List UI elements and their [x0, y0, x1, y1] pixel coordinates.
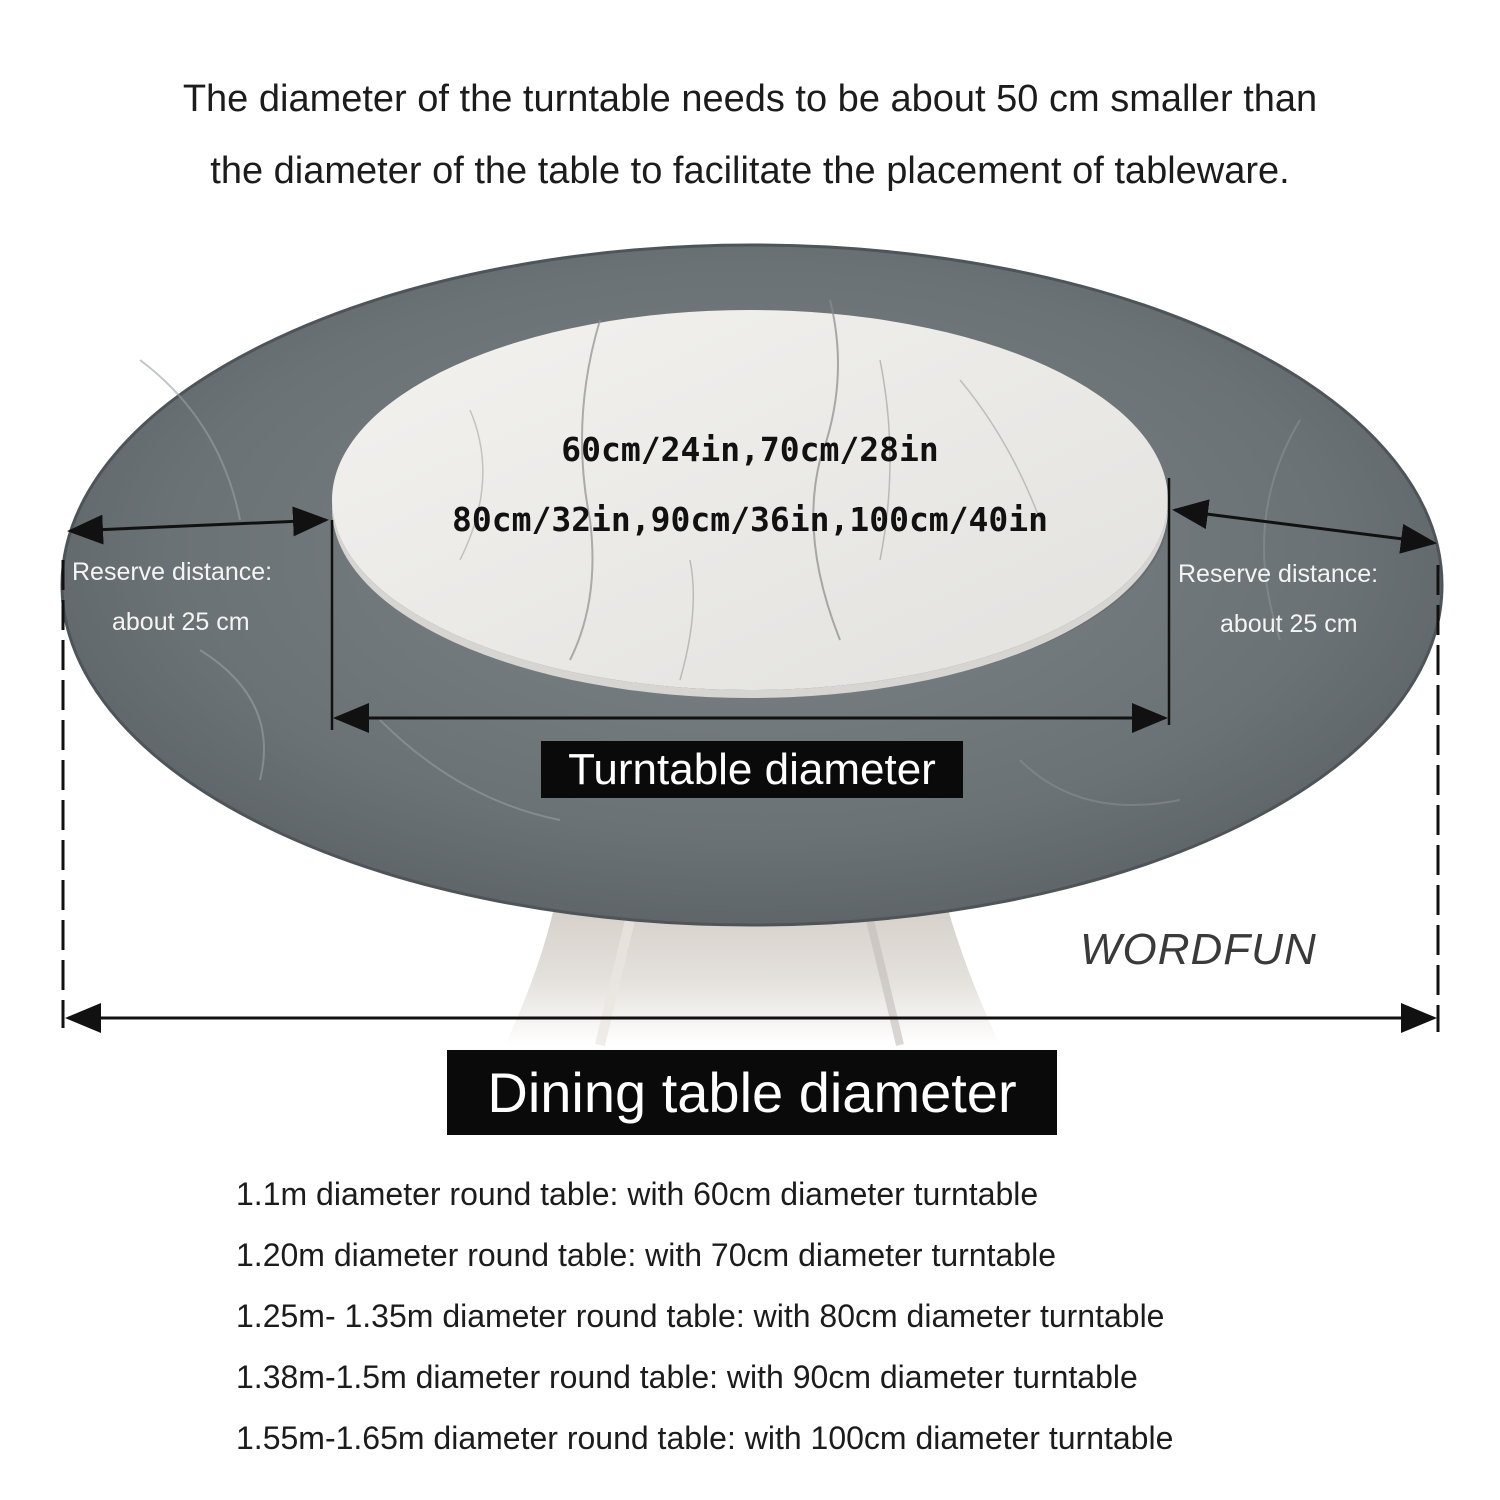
turntable-sizes-line-1: 60cm/24in,70cm/28in	[561, 430, 939, 469]
headline-line-2: the diameter of the table to facilitate the placement of tableware.	[210, 150, 1290, 192]
size-recommendation-item: 1.25m- 1.35m diameter round table: with 80cm diameter turntable	[236, 1298, 1165, 1334]
reserve-left-value: about 25 cm	[112, 608, 250, 636]
headline-line-1: The diameter of the turntable needs to be about 50 cm smaller than	[182, 78, 1318, 120]
size-recommendation-item: 1.55m-1.65m diameter round table: with 100cm diameter turntable	[236, 1420, 1174, 1456]
size-recommendation-item: 1.20m diameter round table: with 70cm diameter turntable	[236, 1237, 1056, 1273]
reserve-left-label: Reserve distance:	[72, 558, 273, 586]
reserve-right-label: Reserve distance:	[1178, 560, 1379, 588]
turntable-diameter-label: Turntable diameter	[541, 741, 963, 798]
turntable-sizes-line-2: 80cm/32in,90cm/36in,100cm/40in	[451, 500, 1049, 539]
dining-table-diameter-label: Dining table diameter	[447, 1050, 1057, 1135]
size-recommendation-list	[236, 1178, 1173, 1483]
brand-logo: WORDFUN	[1080, 925, 1317, 974]
size-recommendation-item: 1.1m diameter round table: with 60cm diameter turntable	[236, 1176, 1039, 1212]
size-recommendation-item: 1.38m-1.5m diameter round table: with 90cm diameter turntable	[236, 1359, 1138, 1395]
reserve-right-value: about 25 cm	[1220, 610, 1358, 638]
